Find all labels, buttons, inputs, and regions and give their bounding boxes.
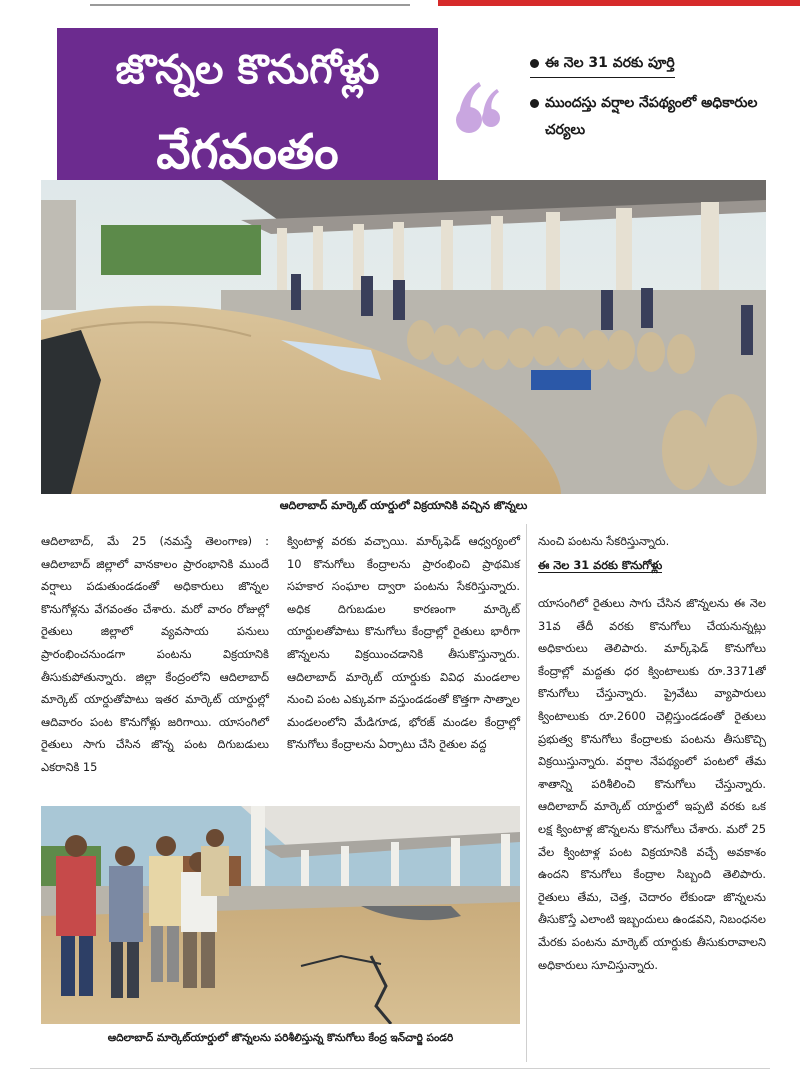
bullet-icon (530, 99, 539, 108)
highlight-text: ముందస్తు వర్షాల నేపథ్యంలో అధికారుల చర్యలు (545, 95, 758, 138)
highlight-text: ఈ నెల 31 వరకు పూర్తి (530, 50, 675, 78)
article-column-2 (287, 530, 520, 756)
photo-caption: ఆదిలాబాద్ మార్కెట్‌యార్డులో జొన్నలను పరిశీలిస్తున్న కొనుగోలు కేంద్ర ఇన్‌చార్జి పండరి (107, 1032, 454, 1044)
highlight-item (530, 90, 790, 144)
quote-mark-icon (455, 78, 501, 144)
inspection-photo (41, 806, 520, 1024)
article-paragraph: యాసంగిలో రైతులు సాగు చేసిన జొన్నలను ఈ నెల 31వ తేదీ వరకు కొనుగోలు చేయనున్నట్లు అధికారులు తెలిపారు. మార్క్‌ఫెడ్ కొనుగోలు కేంద్రాల్లో మద్దతు ధర క్వింటాలుకు రూ.3371తో కొనుగోలు చేస్తున్నారు. ప్రైవేటు వ్యాపారులు క్వింటాలుకు రూ.2600 చెల్లిస్తుండడంతో రైతులు ప్రభుత్వ కొనుగోలు కేంద్రాలకు పంటను తీసుకొచ్చి విక్రయిస్తున్నారు. వర్షాల నేపథ్యంలో పంటలో తేమ శాతాన్ని పరిశీలించి కొనుగోలు చేస్తున్నారు. ఆదిలాబాద్ మార్కెట్ యార్డులో ఇప్పటి వరకు ఒక లక్ష క్వింటాళ్ల జొన్నలను కొనుగోలు చేశారు. మరో 25 వేల క్వింటాళ్ల పంట విక్రయానికి వచ్చే అవకాశం ఉందని కొనుగోలు కేంద్రాల సిబ్బంది తెలిపారు. రైతులు తేమ, చెత్త, చెదారం లేకుండా జొన్నలను తీసుకొస్తే ఎలాంటి ఇబ్బందులు ఉండవని, నిబంధనల మేరకు పంటను మార్కెట్ యార్డుకు తీసుకురావాలని అధికారులు సూచిస్తున్నారు. (538, 596, 766, 972)
article-paragraph: నుంచి పంటను సేకరిస్తున్నారు. (538, 534, 670, 548)
subheading-text: ఈ నెల 31 వరకు కొనుగోళ్లు (538, 558, 663, 572)
article-paragraph: క్వింటాళ్ల వరకు వచ్చాయి. మార్క్‌ఫెడ్ ఆధ్వర్యంలో 10 కొనుగోలు కేంద్రాలను ప్రారంభించి ప్రాథమిక సహకార సంఘాల ద్వారా పంటను సేకరిస్తున్నారు. అధిక దిగుబడుల కారణంగా మార్కెట్ యార్డులతోపాటు కొనుగోలు కేంద్రాల్లో రైతులు భారీగా జొన్నలను విక్రయించడానికి తీసుకొస్తున్నారు. ఆదిలాబాద్ మార్కెట్ యార్డుకు వివిధ మండలాల నుంచి పంట ఎక్కువగా వస్తుండడంతో కొత్తగా సాత్నాల మండలంలోని మేడిగూడ, భోరజ్ మండల కేంద్రాల్లో కొనుగోలు కేంద్రాలను ఏర్పాటు చేసి రైతుల వద్ద (287, 534, 520, 752)
headline-line-1: జొన్నల కొనుగోళ్లు (115, 47, 380, 93)
photo-caption: ఆదిలాబాద్ మార్కెట్ యార్డులో విక్రయానికి వచ్చిన జొన్నలు (279, 499, 528, 512)
market-yard-photo (41, 180, 766, 494)
top-accent-bar (438, 0, 800, 6)
bullet-icon (530, 59, 539, 68)
article-column-1 (41, 530, 269, 779)
bottom-rule (30, 1068, 770, 1069)
headline-line-2: వేగవంతం (156, 124, 339, 180)
article-paragraph: ఆదిలాబాద్, మే 25 (నమస్తే తెలంగాణ) : ఆదిలాబాద్ జిల్లాలో వానకాలం ప్రారంభానికి ముందే వర్షాలు పడుతుండడంతో అధికారులు జొన్నల కొనుగోళ్లను వేగవంతం చేశారు. మరో వారం రోజుల్లో రైతులు జిల్లాలో వ్యవసాయ పనులు ప్రారంభించనుండగా పంటను విక్రయానికి తీసుకుపోతున్నారు. జిల్లా కేంద్రంలోని ఆదిలాబాద్ మార్కెట్ యార్డుతోపాటు ఇతర మార్కెట్ యార్డుల్లో ఆదివారం పంట కొనుగోళ్లు జరిగాయి. యాసంగిలో రైతులు సాగు చేసిన జొన్న పంట దిగుబడులు ఎకరానికి 15 (41, 534, 269, 774)
top-rule (90, 4, 410, 6)
highlight-item (530, 50, 790, 78)
column-divider (526, 524, 768, 1062)
headline-box (57, 28, 438, 200)
